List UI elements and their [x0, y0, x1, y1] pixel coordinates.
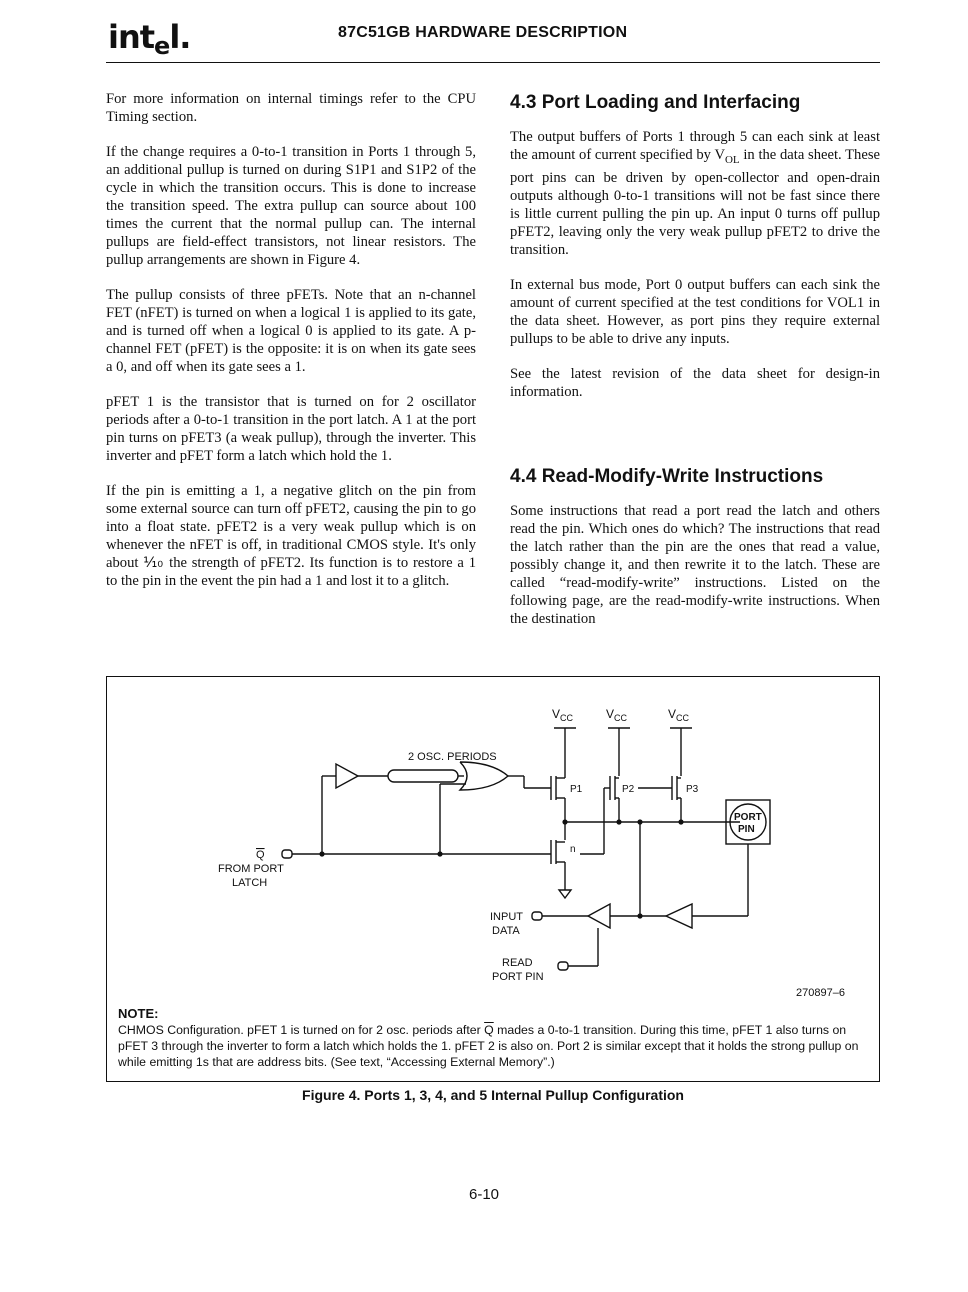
- read-label: READ: [502, 957, 533, 969]
- input-label: INPUT: [490, 911, 523, 923]
- latch-label: LATCH: [232, 877, 268, 889]
- section-heading-4-3: 4.3 Port Loading and Interfacing: [510, 92, 801, 113]
- osc-periods-label: 2 OSC. PERIODS: [408, 751, 497, 763]
- p2-label: P2: [622, 784, 635, 795]
- port-label: PORT: [734, 812, 762, 823]
- section-heading-4-4: 4.4 Read-Modify-Write Instructions: [510, 466, 824, 487]
- paragraph: If the change requires a 0-to-1 transition in Ports 1 through 5, an additional pullup is turned on during S1P1 and S1P2 of the cycle in which the transition occurs. This is done to increase the transition speed. The extra pullup can source about 100 times the current that the normal pullup can. The internal pullups are field-effect transistors, not linear resistors. The pullup arrangements are shown in Figure 4.: [106, 144, 476, 268]
- p1-label: P1: [570, 784, 583, 795]
- page-number: 6-10: [468, 1186, 500, 1203]
- figure-caption: Figure 4. Ports 1, 3, 4, and 5 Internal Pullup Configuration: [302, 1087, 684, 1103]
- paragraph: pFET 1 is the transistor that is turned on for 2 oscillator periods after a 0-to-1 transition in the port latch. A 1 at the port pin turns on pFET3 (a weak pullup), through the inverter. This inverter and pFET form a latch which hold the 1.: [106, 394, 476, 464]
- vcc-label-3: $V_{CC}$: [668, 707, 690, 723]
- paragraph: The output buffers of Ports 1 through 5 can each sink at least the amount of current specified by $V_{OL}$ in the data sheet. These port pins can be driven by open-collector and open-drain outputs although 0-to-1 transitions will not be fast since there is little current pulling the pin up. An input 0 turns off pullup pFET2, leaving only the very weak pullup pFET2 to drive the transition.: [510, 129, 880, 258]
- document-header-title: 87C51GB HARDWARE DESCRIPTION: [338, 24, 628, 41]
- paragraph: If the pin is emitting a 1, a negative glitch on the pin from some external source can turn off pFET2, causing the pin to go into a float state. pFET2 is a very weak pullup which is on whenever the nFET is off, in traditional CMOS style. It's only about ⅒ the strength of pFET2. Its function is to restore a 1 to the pin in the event the pin had a 1 and lost it to a glitch.: [106, 483, 476, 589]
- q-bar-label: Q: [256, 849, 265, 861]
- note-text: CHMOS Configuration. pFET 1 is turned on for 2 osc. periods after $\overline{Q}$ mades a 0-to-1 transition. During this time, pFET 1 also turns on pFET 3 through the inverter to form a latch which holds the 1. pFET 2 is also on. Port 2 is similar except that it holds the strong pullup on while emitting 1s that are address bits. (See text, “Accessing External Memory”.): [118, 1023, 859, 1069]
- data-label: DATA: [492, 925, 520, 937]
- paragraph: See the latest revision of the data sheet for design-in information.: [510, 365, 880, 400]
- paragraph: The pullup consists of three pFETs. Note that an n-channel FET (nFET) is turned on when a logical 1 is applied to its gate, and is turned off when a logical 0 is applied to its gate. A p-channel FET (pFET) is the opposite: it is on when its gate sees a 0, and off when its gate sees a 1.: [106, 287, 476, 375]
- intel-logo: intel.: [108, 18, 191, 60]
- nfet-label: n: [570, 844, 576, 855]
- vcc-label-2: $V_{CC}$: [606, 707, 628, 723]
- paragraph: Some instructions that read a port read the latch and others read the pin. Which ones do which? The instructions that read the latch rather than the pin are the ones that read a value, possibly change it, and then rewrite it to the latch. These are called “read-modify-write” instructions. Listed on the following page, are the read-modify-write instructions. When the destination: [510, 503, 880, 627]
- paragraph: For more information on internal timings refer to the CPU Timing section.: [106, 91, 476, 125]
- pin-label: PIN: [738, 824, 755, 835]
- from-port-label: FROM PORT: [218, 863, 284, 875]
- note-label: NOTE:: [118, 1006, 159, 1021]
- vcc-label-1: $V_{CC}$: [552, 707, 574, 723]
- figure-reference-number: 270897–6: [796, 987, 845, 999]
- paragraph: In external bus mode, Port 0 output buffers can each sink the amount of current specified at the test conditions for VOL1 in the data sheet. However, as port pins they require external pullups to be able to drive any inputs.: [510, 276, 880, 347]
- p3-label: P3: [686, 784, 699, 795]
- figure-note: [118, 1006, 872, 1070]
- port-pin-label: PORT PIN: [492, 971, 544, 983]
